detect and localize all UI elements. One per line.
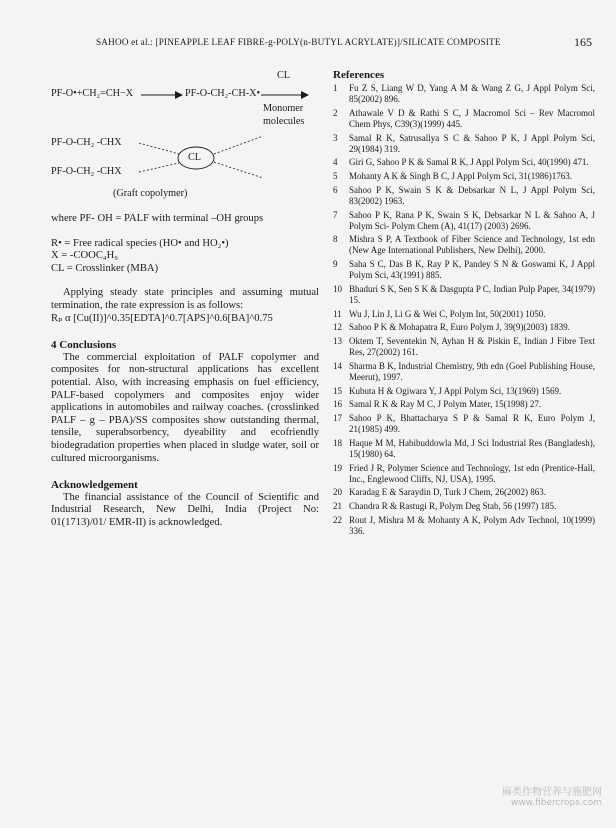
reference-text: Sahoo P K & Mohapatra R, Euro Polym J, 39(9)(2003) 1839. (349, 322, 570, 333)
reference-text: Fu Z S, Liang W D, Yang A M & Wang Z G, J Appl Polym Sci, 85(2002) 896. (349, 83, 595, 105)
references-list (333, 83, 595, 537)
scheme-caption: (Graft copolymer) (113, 188, 188, 199)
conclusions-heading: 4 Conclusions (51, 339, 117, 352)
reference-text: Rout J, Mishra M & Mohanty A K, Polym Adv Technol, 10(1999) 336. (349, 514, 595, 536)
reference-item (333, 386, 595, 397)
reference-number: 20 (333, 487, 342, 498)
reference-item (333, 185, 595, 207)
reference-text: Mishra S P, A Textbook of Fiber Science and Technology, 1st edn (New Age International Publishers, New Delhi), 2000. (349, 234, 595, 256)
reference-text: Wu J, Lin J, Li G & Wei C, Polym Int, 50(2001) 1050. (349, 308, 546, 319)
acknowledgement-paragraph: The financial assistance of the Council of Scientific and Industrial Research, New Delhi, India (Project No: 01(1713)/01/ EMR-II) is acknowledged. (51, 491, 319, 528)
rate-expression: Rₚ α [Cu(II)]^0.35[EDTA]^0.7[APS]^0.6[BA]^0.75 (51, 312, 273, 324)
scheme-monomer-2: molecules (263, 116, 305, 127)
reference-text: Chandra R & Rastugi R, Polym Deg Stab, 56 (1997) 185. (349, 501, 557, 512)
reference-number: 16 (333, 399, 342, 410)
reference-number: 8 (333, 234, 338, 245)
reference-item (333, 361, 595, 383)
reference-item (333, 284, 595, 306)
right-column (333, 70, 595, 540)
reference-item (333, 322, 595, 333)
reference-item (333, 108, 595, 130)
reference-number: 5 (333, 171, 338, 182)
reference-text: Haque M M, Habibuddowla Md, J Sci Industrial Res (Bangladesh), 15(1980) 64. (349, 437, 595, 459)
reference-item (333, 336, 595, 358)
def-r: R• = Free radical species (HO• and HO₂•) (51, 237, 229, 249)
left-column (51, 70, 319, 529)
scheme-reactant: PF-O•+CH₂=CH−X (51, 88, 134, 99)
reference-item (333, 399, 595, 410)
reference-item (333, 234, 595, 256)
reference-item (333, 259, 595, 281)
reference-text: Bhaduri S K, Sen S K & Dasgupta P C, Indian Pulp Paper, 34(1979) 15. (349, 283, 595, 306)
reference-item (333, 210, 595, 232)
reference-text: Sahoo P K, Bhattacharya S P & Samal R K, Euro Polym J, 21(1985) 499. (349, 413, 595, 435)
reference-number: 3 (333, 132, 338, 143)
reference-text: Samal R K & Ray M C, J Polym Mater, 15(1998) 27. (349, 399, 542, 410)
reference-number: 13 (333, 336, 342, 347)
reference-number: 2 (333, 107, 338, 118)
watermark (502, 783, 602, 808)
reference-text: Sahoo P K, Swain S K & Debsarkar N L, J Appl Polym Sci, 83(2002) 1963. (349, 184, 595, 206)
scheme-product: PF-O-CH₂-CH-X• (185, 88, 261, 99)
reference-number: 10 (333, 283, 342, 294)
grafting-scheme (51, 70, 319, 208)
reference-text: Sahoo P K, Rana P K, Swain S K, Debsarkar N L & Sahoo A, J Polym Sci- Polym Chem (A), 41(17) (2003) 2696. (349, 209, 595, 231)
reference-text: Mohanty A K & Singh B C, J Appl Polym Sci, 31(1986)1763. (349, 171, 573, 182)
reference-item (333, 463, 595, 485)
reference-item (333, 501, 595, 512)
reference-text: Sharma B K, Industrial Chemistry, 9th edn (Goel Publishing House, Meerut), 1997. (349, 360, 595, 382)
reference-number: 14 (333, 360, 342, 371)
conclusions-paragraph: The commercial exploitation of PALF copolymer and composites for non-structural applications has excellent potential. Also, with increasing emphasis on fuel efficiency, PALF-based copolymers and composites enjoy wider applications in automobiles and railway coaches. (crosslinked PALF – g – PBA)/SS composites show outstanding thermal, tensile, superabsorbency, dyeability and ecofriendly biodegradation properties when placed in sludge water, soil or cultured microorganisms. (51, 351, 319, 464)
reference-number: 18 (333, 437, 342, 448)
reference-item (333, 487, 595, 498)
reference-item (333, 309, 595, 320)
watermark-line-2: www.fibercrops.com (511, 798, 602, 808)
reference-number: 4 (333, 157, 338, 168)
reference-text: Athawale V D & Rathi S C, J Macromol Sci – Rev Macromol Chem Phys, C39(3)(1999) 445. (349, 107, 595, 129)
reference-item (333, 438, 595, 460)
scheme-monomer-1: Monomer (263, 103, 304, 114)
scheme-branch-2: PF-O-CH₂ -CHX (51, 166, 122, 177)
reference-number: 19 (333, 462, 342, 473)
references-heading: References (333, 69, 385, 81)
reference-item (333, 133, 595, 155)
reference-text: Oktem T, Seventekin N, Ayhan H & Piskin E, Indian J Fibre Text Res, 27(2002) 161. (349, 336, 595, 358)
reference-number: 7 (333, 209, 338, 220)
reference-item (333, 413, 595, 435)
reference-text: Fried J R, Polymer Science and Technology, 1st edn (Prentice-Hall, Inc., Englewood Cliffs, NJ, USA), 1995. (349, 462, 595, 484)
reference-text: Kubuta H & Ogiwara Y, J Appl Polym Sci, 13(1969) 1569. (349, 385, 562, 396)
reference-number: 1 (333, 83, 338, 94)
reference-item (333, 83, 595, 105)
page-number: 165 (574, 35, 592, 49)
scheme-cl-top: CL (277, 70, 291, 81)
reference-item (333, 157, 595, 168)
reference-number: 15 (333, 385, 342, 396)
def-cl: CL = Crosslinker (MBA) (51, 262, 159, 274)
watermark-line-1: 麻类作物营养与施肥网 (502, 787, 602, 798)
scheme-branch-1: PF-O-CH₂ -CHX (51, 137, 122, 148)
running-head: SAHOO et al.: [PINEAPPLE LEAF FIBRE-g-POLY(n-BUTYL ACRYLATE)]/SILICATE COMPOSITE (96, 37, 501, 47)
reference-text: Karadag E & Saraydin D, Turk J Chem, 26(2002) 863. (349, 487, 546, 498)
def-x: X = -COOC₄H₉ (51, 250, 118, 262)
reference-text: Samal R K, Satrusallya S C & Sahoo P K, J Appl Polym Sci, 29(1984) 319. (349, 132, 595, 154)
def-where: where PF- OH = PALF with terminal –OH groups (51, 213, 264, 224)
scheme-cl-center: CL (188, 152, 202, 163)
reference-number: 12 (333, 322, 342, 333)
reference-item (333, 515, 595, 537)
reference-number: 9 (333, 259, 338, 270)
reference-number: 11 (333, 308, 342, 319)
reference-text: Giri G, Sahoo P K & Samal R K, J Appl Polym Sci, 40(1990) 471. (349, 157, 589, 168)
acknowledgement-heading: Acknowledgement (51, 479, 138, 492)
reference-text: Saha S C, Das B K, Ray P K, Pandey S N & Goswami K, J Appl Polym Sci, 43(1991) 885. (349, 259, 595, 281)
reference-number: 22 (333, 514, 342, 525)
reference-item (333, 171, 595, 182)
reference-number: 6 (333, 184, 338, 195)
reference-number: 21 (333, 501, 342, 512)
rate-paragraph: Applying steady state principles and assuming mutual termination, the rate expression is as follows: (51, 287, 319, 311)
reference-number: 17 (333, 413, 342, 424)
